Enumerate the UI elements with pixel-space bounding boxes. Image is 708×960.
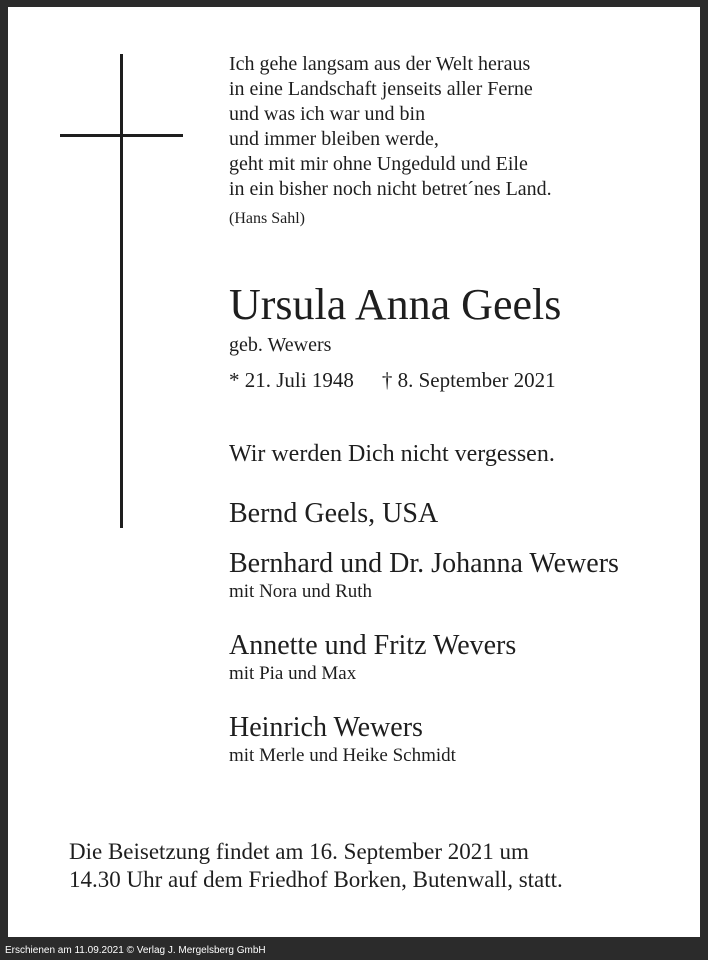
poem-line: in eine Landschaft jenseits aller Ferne: [229, 78, 533, 100]
mourner-name: Annette und Fritz Wevers: [229, 630, 517, 661]
cross-icon-vertical: [120, 54, 123, 528]
burial-line: 14.30 Uhr auf dem Friedhof Borken, Butenwall, statt.: [69, 867, 563, 892]
obituary-notice: [8, 7, 700, 937]
poem-line: geht mit mir ohne Ungeduld und Eile: [229, 153, 528, 175]
life-dates: [229, 368, 556, 393]
birth-date: * 21. Juli 1948: [229, 368, 354, 392]
poem-line: in ein bisher noch nicht betret´nes Land.: [229, 178, 552, 200]
poem-author: (Hans Sahl): [229, 210, 305, 227]
mourner-name: Bernhard und Dr. Johanna Wewers: [229, 548, 619, 579]
publication-footer: Erschienen am 11.09.2021 © Verlag J. Mergelsberg GmbH: [5, 945, 266, 956]
mourner-family: mit Pia und Max: [229, 663, 357, 684]
mourner-name: Bernd Geels, USA: [229, 498, 439, 529]
poem-line: Ich gehe langsam aus der Welt heraus: [229, 53, 531, 75]
death-date: † 8. September 2021: [381, 368, 556, 392]
mourner-family: mit Nora und Ruth: [229, 581, 373, 602]
cross-icon-horizontal: [60, 134, 183, 137]
poem: [229, 52, 552, 202]
poem-line: und immer bleiben werde,: [229, 128, 439, 150]
burial-info: [69, 838, 563, 894]
mourner-family: mit Merle und Heike Schmidt: [229, 745, 456, 766]
poem-line: und was ich war und bin: [229, 103, 426, 125]
deceased-name: Ursula Anna Geels: [229, 280, 562, 329]
mourner: [229, 547, 619, 603]
mourner: [229, 497, 438, 531]
mourner: [229, 711, 456, 767]
burial-line: Die Beisetzung findet am 16. September 2021 um: [69, 839, 529, 864]
mourner-name: Heinrich Wewers: [229, 712, 423, 743]
birth-name: geb. Wewers: [229, 334, 332, 356]
closing-line: Wir werden Dich nicht vergessen.: [229, 441, 555, 467]
mourner: [229, 629, 516, 685]
